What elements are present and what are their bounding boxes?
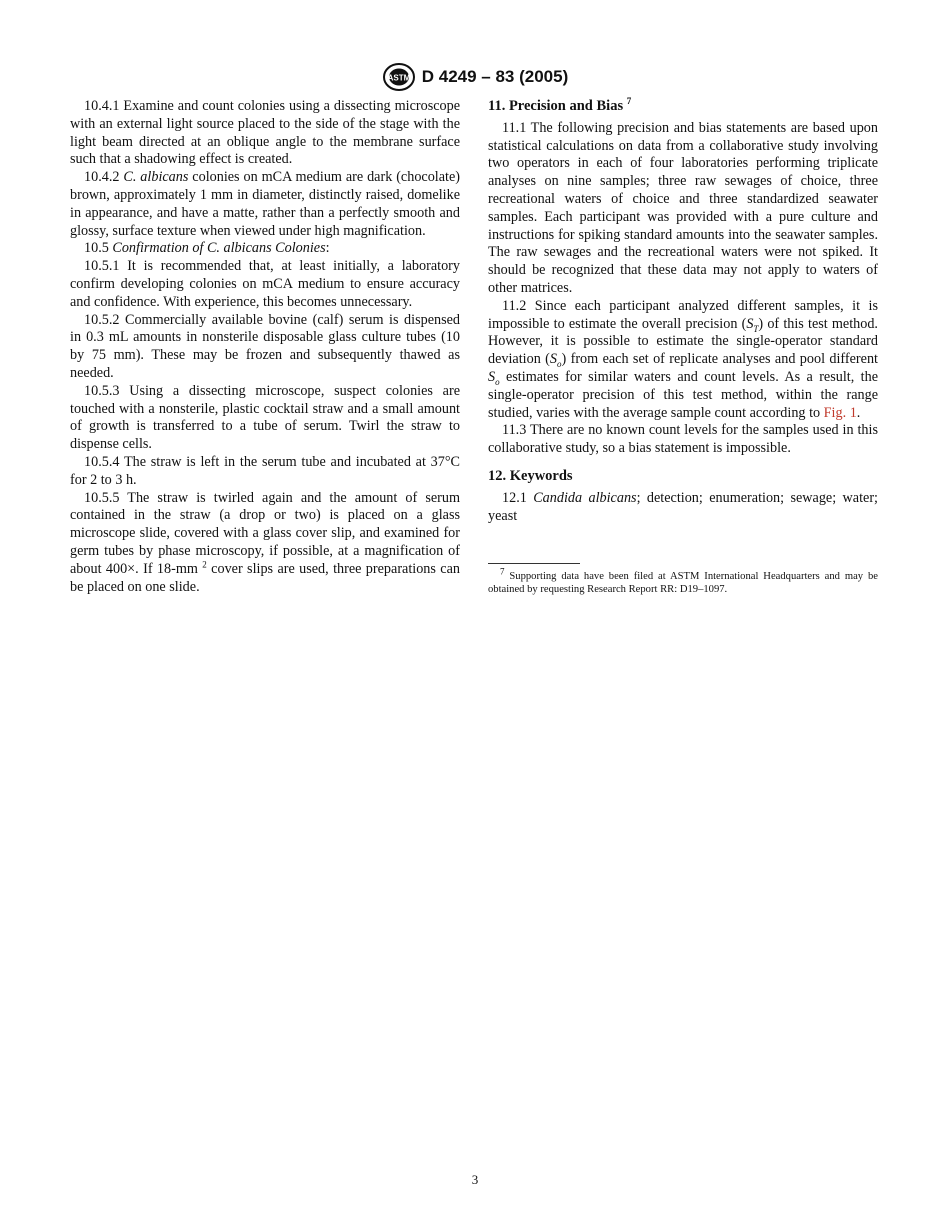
section-12-heading: 12. Keywords <box>488 467 573 484</box>
para-10-5-3: 10.5.3 Using a dissecting microscope, suspect colonies are touched with a nonsterile, plastic cocktail straw and a small amount of growth is transferred to a tube of serum. Twirl the straw to dispense cells. <box>70 382 460 453</box>
footnote-7: $^7$ Supporting data have been filed at ASTM International Headquarters and may be obtained by requesting Research Report RR: D19–1097. <box>488 566 878 596</box>
right-column <box>488 98 878 596</box>
page-header <box>0 62 950 92</box>
document-id: D 4249 – 83 (2005) <box>421 67 569 86</box>
para-11-2: 11.2 Since each participant analyzed different samples, it is impossible to estimate the overall precision $(S_T)$ of this test method. However, it is possible to estimate the single-operator standard deviation $(S_o)$ from each set of replicate analyses and pool different $S_o$ estimates for similar waters and count levels. As a result, the single-operator precision of this test method, within the range studied, varies with the average sample count according to Fig. 1. <box>488 297 878 421</box>
para-12-1: 12.1 Candida albicans; detection; enumeration; sewage; water; yeast <box>488 489 878 524</box>
para-10-5-2: 10.5.2 Commercially available bovine (calf) serum is dispensed in 0.3 mL amounts in nonsterile disposable glass culture tubes (10 by 75 mm). These may be frozen and subsequently thawed as needed. <box>70 311 460 381</box>
section-11-heading: 11. Precision and Bias $^7$ <box>488 96 632 114</box>
astm-logo <box>382 62 416 92</box>
svg-text:ASTM: ASTM <box>387 73 411 83</box>
para-10-5: 10.5 Confirmation of C. albicans Colonies: <box>84 240 330 257</box>
left-column <box>70 98 460 596</box>
footnote-divider <box>488 563 580 564</box>
para-11-3: 11.3 There are no known count levels for the samples used in this collaborative study, so a bias statement is impossible. <box>488 422 878 457</box>
para-10-5-4: 10.5.4 The straw is left in the serum tube and incubated at 37°C for 2 to 3 h. <box>70 453 460 488</box>
fig-1-link[interactable]: Fig. 1 <box>823 404 857 421</box>
para-10-5-1: 10.5.1 It is recommended that, at least initially, a laboratory confirm developing colonies on mCA medium to ensure accuracy and confidence. With experience, this becomes unnecessary. <box>70 258 460 310</box>
para-10-4-2: 10.4.2 C. albicans colonies on mCA medium are dark (chocolate) brown, approximately 1 mm in diameter, distinctly raised, domelike in appearance, and have a matte, rather than a perfectly smooth and glossy, surface texture when viewed under high magnification. <box>70 169 461 239</box>
para-10-4-1: 10.4.1 Examine and count colonies using a dissecting microscope with an external light source placed to the side of the stage with the light beam directed at an oblique angle to the membrane surface such that a shadowing effect is created. <box>70 98 460 168</box>
page-number: 3 <box>471 1172 479 1187</box>
para-10-5-5: 10.5.5 The straw is twirled again and the amount of serum contained in the straw (a drop or two) is placed on a glass microscope slide, covered with a glass cover slip, and examined for germ tubes by phase microscopy, if possible, at a magnification of about 400×. If 18-mm $^2$ cover slips are used, three preparations can be placed on one slide. <box>70 489 460 595</box>
para-11-1: 11.1 The following precision and bias statements are based upon statistical calculations on data from a collaborative study involving two operators in each of four laboratories performing triplicate analyses on nine samples; three raw sewages of choice, three recreational waters of choice and three standardized seawater samples. Each participant was provided with a pure culture and instructions for spiking standard amounts into the seawater samples. The raw sewages and the recreational waters were not spiked. It should be recognized that these data may not apply to waters of other matrices. <box>488 119 878 296</box>
